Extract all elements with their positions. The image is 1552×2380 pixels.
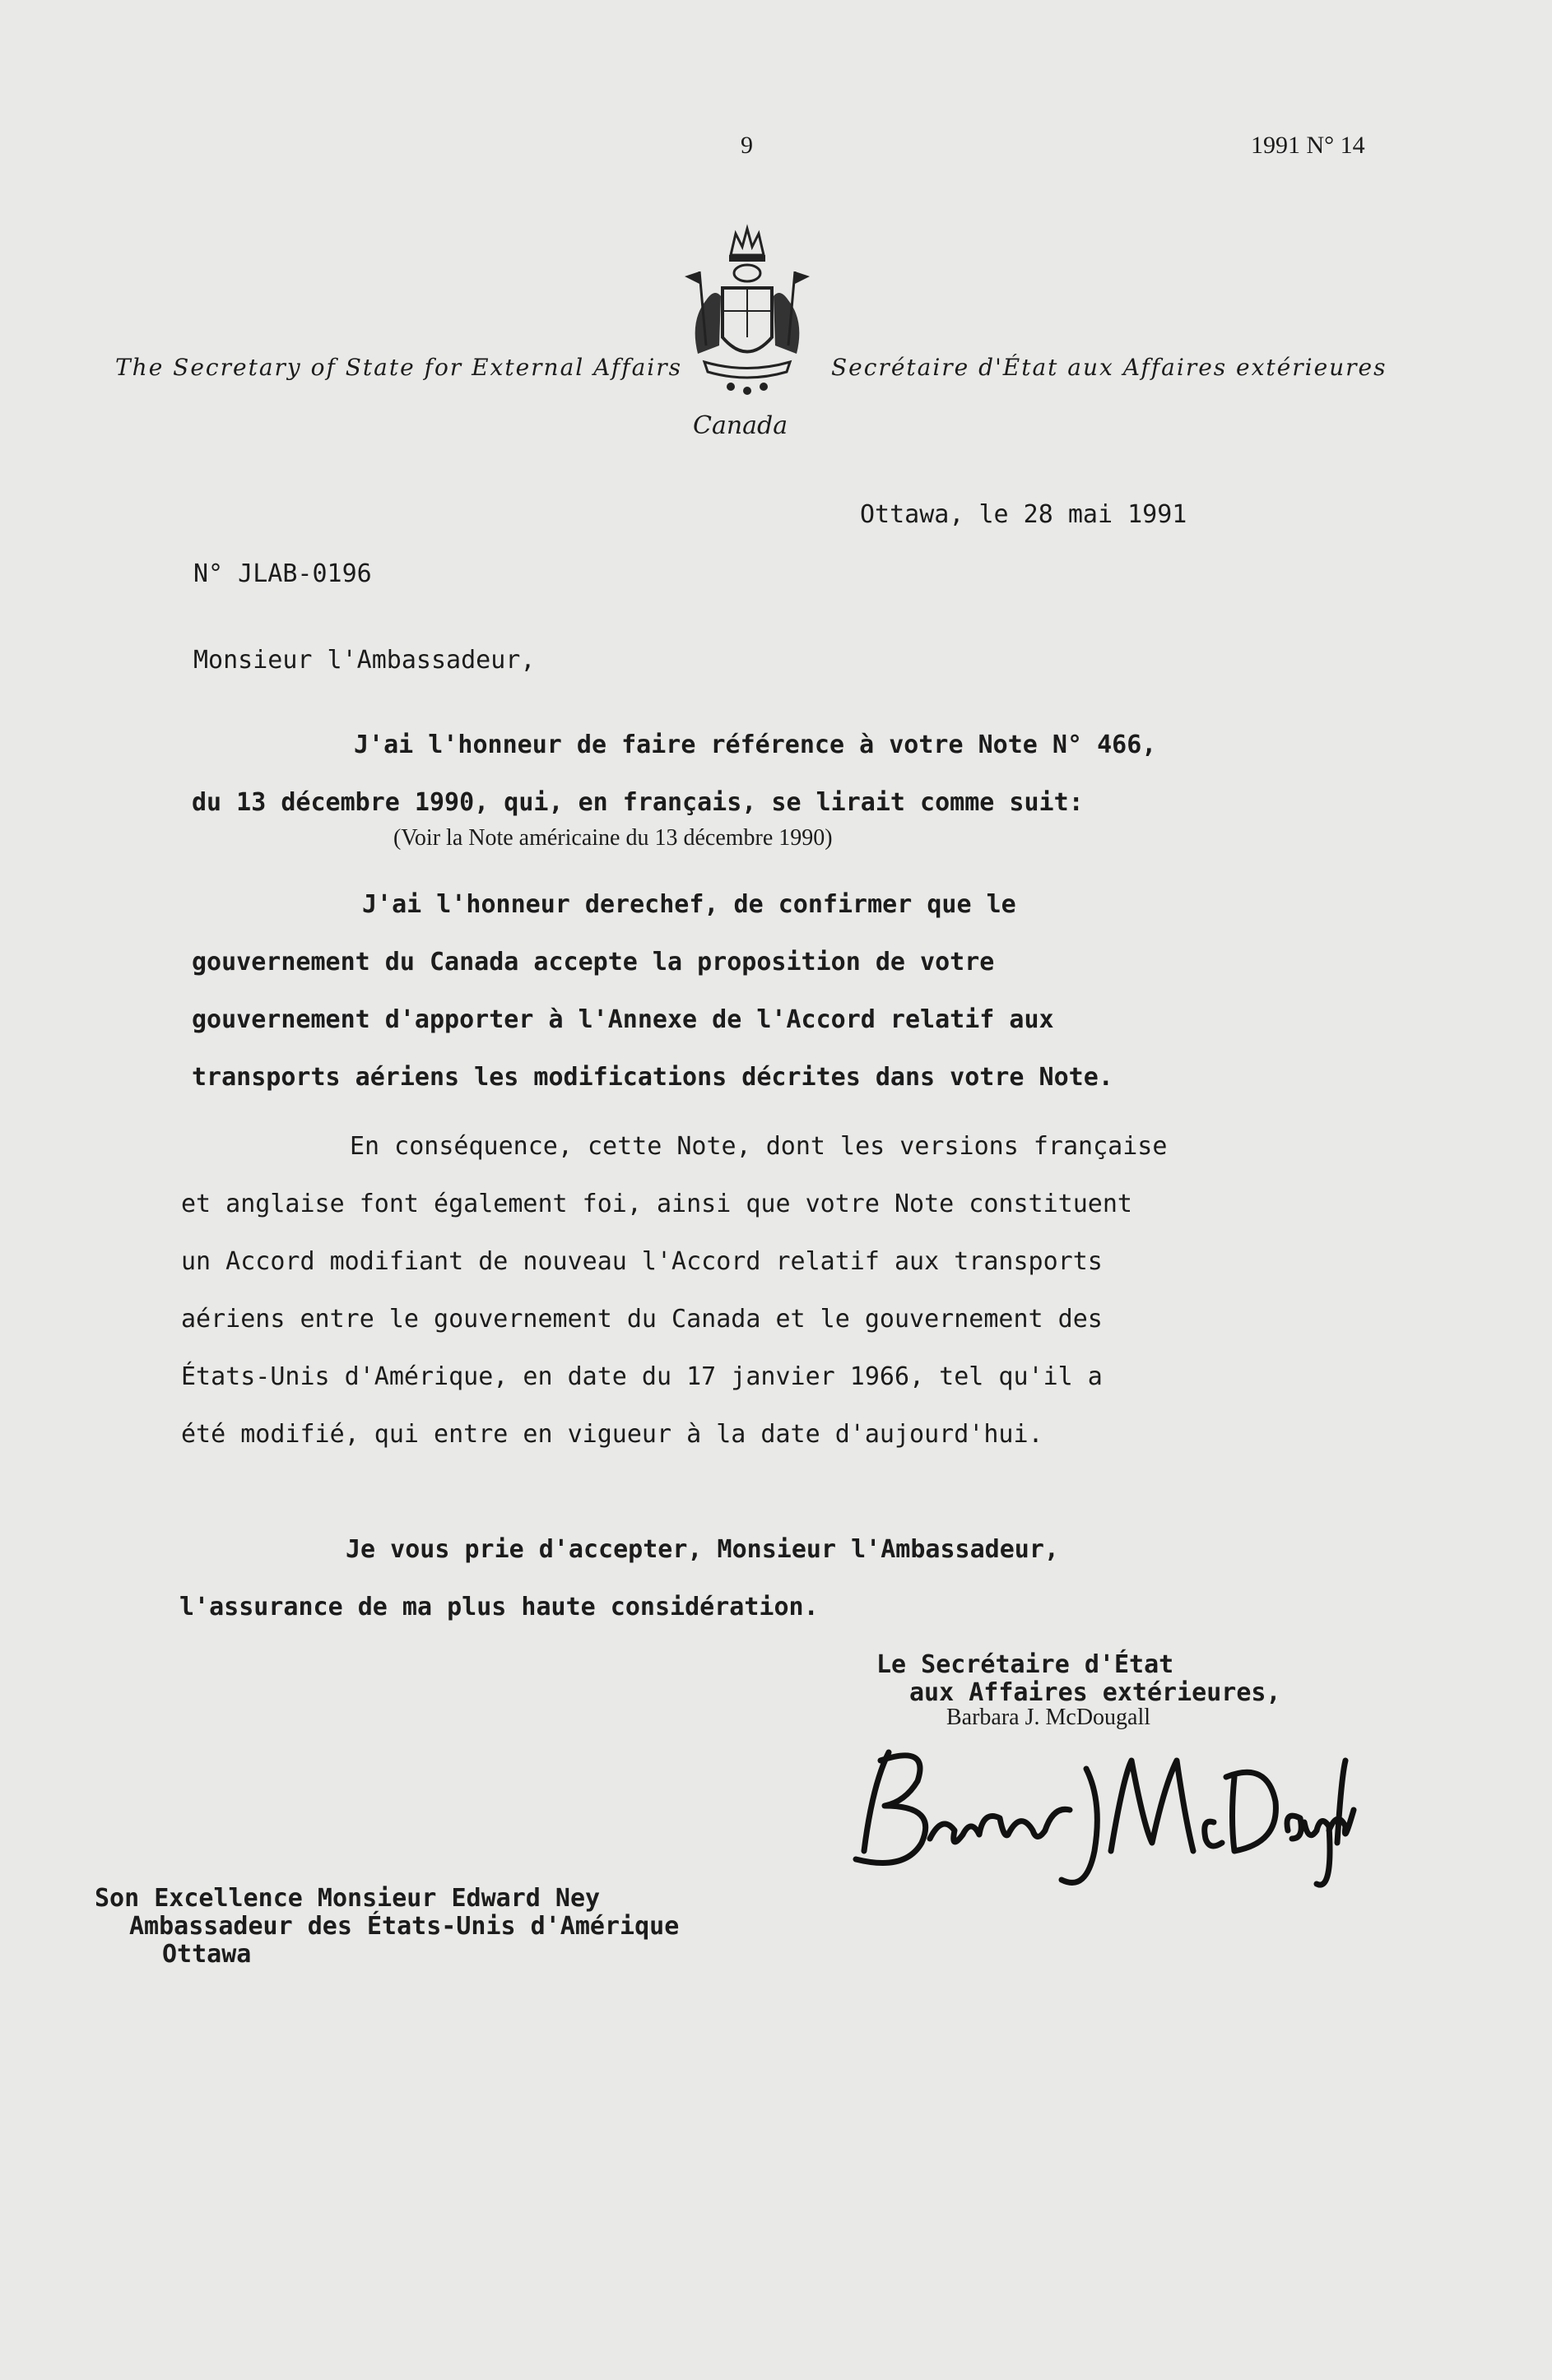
- paragraph-3-line: États-Unis d'Amérique, en date du 17 janvier 1966, tel qu'il a: [181, 1362, 1103, 1391]
- paragraph-3-line: aériens entre le gouvernement du Canada et le gouvernement des: [181, 1305, 1103, 1334]
- page-number: 9: [741, 132, 753, 159]
- paragraph-2-line: gouvernement du Canada accepte la proposition de votre: [192, 948, 995, 977]
- paragraph-3-line: un Accord modifiant de nouveau l'Accord relatif aux transports: [181, 1247, 1103, 1276]
- letterhead-canada: Canada: [693, 411, 788, 440]
- paragraph-2-line: transports aériens les modifications décrites dans votre Note.: [192, 1063, 1113, 1092]
- paragraph-1-line: J'ai l'honneur de faire référence à votre Note N° 466,: [354, 731, 1157, 759]
- coat-of-arms-icon: [681, 222, 813, 407]
- letterhead-english: The Secretary of State for External Affairs: [115, 354, 682, 381]
- salutation: Monsieur l'Ambassadeur,: [193, 646, 536, 675]
- addressee-line: Ottawa: [162, 1940, 252, 1969]
- paragraph-2-line: gouvernement d'apporter à l'Annexe de l'Accord relatif aux: [192, 1005, 1054, 1034]
- insert-note: (Voir la Note américaine du 13 décembre 1990): [393, 825, 833, 851]
- signatory-name: Barbara J. McDougall: [946, 1705, 1151, 1730]
- signatory-title: Le Secrétaire d'État: [876, 1650, 1174, 1679]
- paragraph-2-line: J'ai l'honneur derechef, de confirmer que le: [362, 890, 1016, 919]
- paragraph-1-line: du 13 décembre 1990, qui, en français, se lirait comme suit:: [192, 788, 1084, 817]
- addressee-line: Ambassadeur des États-Unis d'Amérique: [129, 1912, 680, 1941]
- closing-line: l'assurance de ma plus haute considération.: [179, 1593, 819, 1621]
- paragraph-3-line: été modifié, qui entre en vigueur à la date d'aujourd'hui.: [181, 1420, 1043, 1449]
- addressee-line: Son Excellence Monsieur Edward Ney: [95, 1884, 601, 1913]
- letterhead-french: Secrétaire d'État aux Affaires extérieures: [831, 354, 1387, 381]
- signatory-title: aux Affaires extérieures,: [909, 1678, 1281, 1707]
- handwritten-signature: [839, 1728, 1358, 1892]
- document-reference: 1991 N° 14: [1251, 132, 1365, 159]
- closing-line: Je vous prie d'accepter, Monsieur l'Ambassadeur,: [346, 1535, 1059, 1564]
- note-number: N° JLAB-0196: [193, 559, 372, 588]
- place-date: Ottawa, le 28 mai 1991: [860, 500, 1187, 529]
- paragraph-3-line: et anglaise font également foi, ainsi que votre Note constituent: [181, 1190, 1132, 1218]
- paragraph-3-line: En conséquence, cette Note, dont les versions française: [350, 1132, 1168, 1161]
